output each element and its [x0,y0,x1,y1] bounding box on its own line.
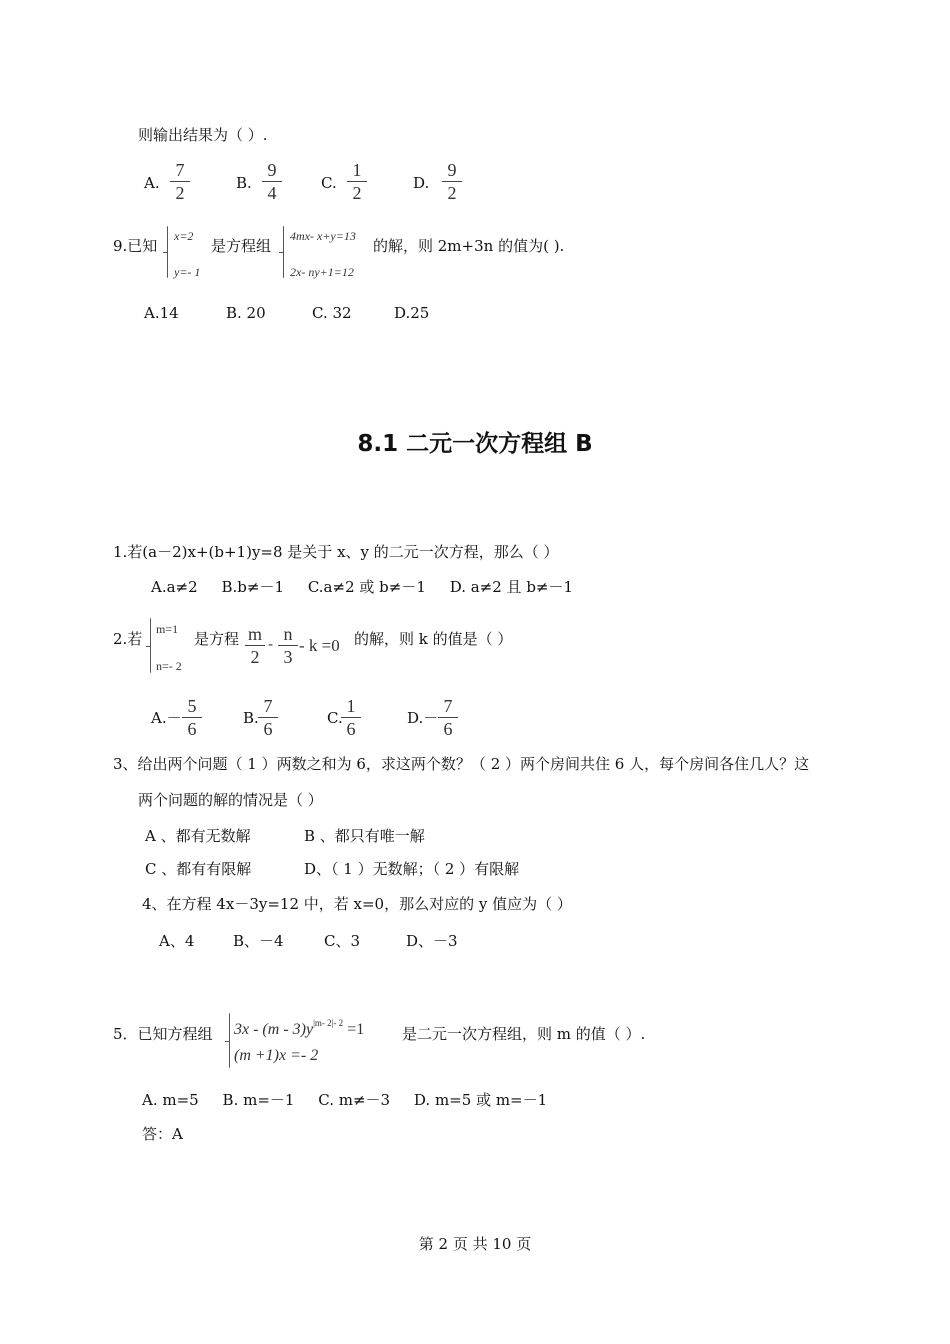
q8-option-a-fraction: 7 2 [170,160,190,203]
q9-option-a: A.14 [144,304,179,322]
p5-options: A. m=5 B. m=－1 C. m≠－3 D. m=5 或 m=－1 [142,1091,548,1109]
q8-option-b-fraction: 9 4 [262,160,282,203]
p4-option-d: D、－3 [406,932,458,950]
p2-option-b-label: B. [243,709,259,727]
p5-answer: 答：A [142,1125,183,1143]
p2-option-d-fraction: 7 6 [438,696,458,739]
p5-equation-1-exponent: |m- 2|- 2 [313,1018,344,1028]
section-title: 8.1 二元一次方程组 B [357,431,593,457]
p2-solution-brace [150,618,151,673]
q9-solution-brace [167,226,168,278]
p2-suffix: 的解，则 k 的值是（ ） [354,630,513,648]
p2-minus: - [268,635,274,653]
p2-solution-m: m=1 [156,622,179,636]
q8-option-c-label: C. [321,174,337,192]
p2-solution-n: n=- 2 [156,659,182,673]
page-footer: 第 2 页 共 10 页 [418,1235,532,1253]
p3-option-c: C 、都有有限解 [145,860,252,878]
p4-option-c: C、3 [324,932,361,950]
p3-option-b: B 、都只有唯一解 [304,827,425,845]
p4-stem: 4、在方程 4x－3y=12 中，若 x=0，那么对应的 y 值应为（ ） [142,895,572,913]
p2-middle: 是方程 [194,630,240,648]
q9-option-b: B. 20 [226,304,266,322]
p2-fraction-n: n 3 [278,624,298,667]
p3-option-d: D、（ 1 ）无数解；（ 2 ）有限解 [304,860,520,878]
p2-option-a-label: A.－ [151,709,182,727]
q8-option-d-label: D. [413,174,430,192]
p2-fraction-m: m 2 [245,624,265,667]
p3-line-1: 3、给出两个问题（ 1 ）两数之和为 6，求这两个数？（ 2 ）两个房间共住 6 人，每个房间各住几人？这 [113,755,810,773]
p2-option-c-fraction: 1 6 [341,696,361,739]
p2-option-c-label: C. [327,709,343,727]
q9-middle: 是方程组 [211,237,272,255]
p5-equation-2: (m +1)x =- 2 [234,1047,319,1064]
q9-option-d: D.25 [394,304,430,322]
p4-option-a: A、4 [159,932,195,950]
q8-stem: 则输出结果为（ ）. [138,126,268,144]
q9-solution-y: y=- 1 [174,265,201,279]
q9-suffix: 的解，则 2m+3n 的值为( ). [373,237,565,255]
q9-equation-1: 4mx- x+y=13 [290,229,356,243]
p2-option-b-fraction: 7 6 [258,696,278,739]
p1-options: A.a≠2 B.b≠－1 C.a≠2 或 b≠－1 D. a≠2 且 b≠－1 [151,578,574,596]
q8-option-d-fraction: 9 2 [442,160,462,203]
p3-line-2: 两个问题的解的情况是（ ） [138,791,323,809]
p4-option-b: B、－4 [233,932,284,950]
q9-option-c: C. 32 [312,304,352,322]
q8-option-c-fraction: 1 2 [347,160,367,203]
p2-tail: - k =0 [299,636,340,655]
p1-stem: 1.若(a－2)x+(b+1)y=8 是关于 x、y 的二元一次方程，那么（ ） [113,543,559,561]
q9-equation-2: 2x- ny+1=12 [290,265,354,279]
q9-system-brace [283,226,284,278]
p2-option-d-label: D.－ [407,709,439,727]
p5-system-brace [229,1013,230,1068]
q8-option-a-label: A. [144,174,160,192]
q8-option-b-label: B. [236,174,252,192]
p5-suffix: 是二元一次方程组，则 m 的值（ ）. [402,1025,646,1043]
p3-option-a: A 、都有无数解 [145,827,251,845]
p2-option-a-fraction: 5 6 [182,696,202,739]
q9-prefix: 9.已知 [113,237,158,255]
q9-solution-x: x=2 [174,229,194,243]
p5-equation-1: $3x - (m - 3)y^{|m- 2|- 2} =1$ [234,1018,365,1038]
p2-prefix: 2.若 [113,630,143,648]
p5-prefix: 5．已知方程组 [113,1025,213,1043]
